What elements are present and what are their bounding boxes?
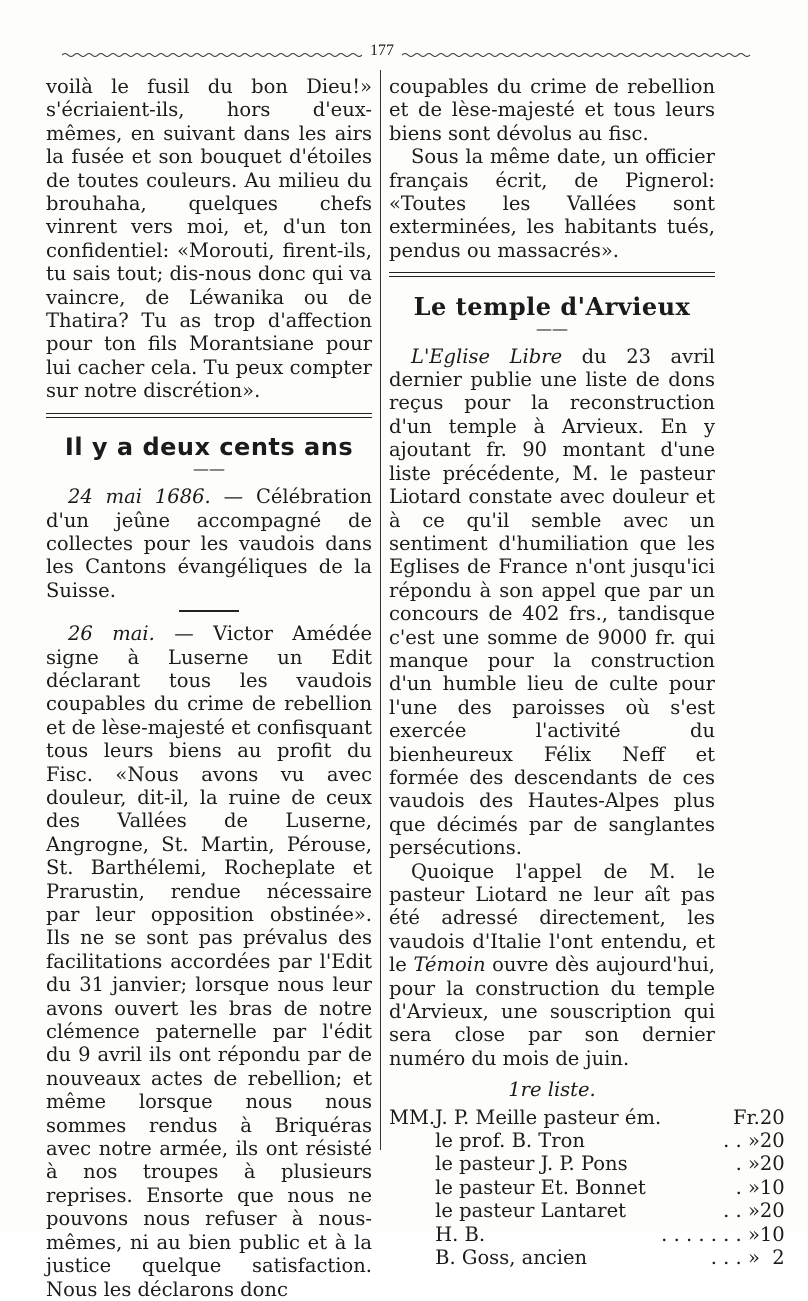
donation-row [389, 1152, 785, 1175]
donation-prefix [389, 1152, 435, 1175]
donation-prefix [389, 1223, 435, 1246]
donation-leader: . » [735, 1152, 760, 1176]
title-dash: —— [193, 459, 225, 479]
donation-leader: Fr. [732, 1105, 760, 1129]
donation-row [389, 1129, 785, 1152]
column-divider [380, 70, 381, 1150]
header-ornament-right [402, 52, 752, 58]
page-header [62, 42, 752, 62]
donor-name: H. B. [435, 1222, 486, 1246]
title-dash: —— [536, 318, 568, 338]
temple-paragraph-2 [389, 860, 715, 1071]
entry-date: 26 mai. [68, 622, 155, 646]
short-rule [179, 610, 239, 612]
paragraph-text: Quoique l'appel de M. le pasteur Liotard ne leur aît pas été adressé directement, les vaudois d'Italie l'ont entendu, et le [389, 859, 715, 977]
donation-amount: 20 [759, 1152, 785, 1176]
donation-leader: . » [735, 1175, 760, 1199]
donation-amount: 20 [759, 1105, 785, 1129]
list-title: 1re liste. [508, 1078, 596, 1102]
entry-date: 24 mai 1686. [68, 485, 211, 509]
section-title-deux-cents-ans: Il y a deux cents ans [64, 432, 354, 461]
donation-leader: . . . . . . . » [661, 1222, 760, 1246]
donation-row [389, 1246, 785, 1269]
left-column [46, 75, 372, 1301]
entry-text: — Victor Amédée signe à Luserne un Edit déclarant tous les vaudois coupables du crime de rebellion et de lèse-majesté et confisquant tous leurs biens au profit du Fisc. «Nous avons vu avec douleur, dit-il, la ruine de ceux des Vallées de Luserne, Angrogne, St. Martin, Pérouse, St. Barthélemi, Rocheplate et Prarustin, rendue nécessaire par leur opposition obstinée». Ils ne se sont pas prévalus des facilitations accordées par l'Edit du 31 janvier; lorsque nous leur avons ouvert les bras de notre clémence paternelle par l'édit du 9 avril ils ont répondu par de nouveaux actes de rebellion; et même lorsque nous nous sommes rendus à Briquéras avec notre armée, ils ont résisté à nos troupes à plusieurs reprises. Ensorte que nous ne pouvons nous refuser à nous-mêmes, ni au bien public et à la justice quelque satisfaction. Nous les déclarons donc [46, 622, 372, 1301]
intro-paragraph: voilà le fusil du bon Dieu!» s'écriaient-ils, hors d'eux-mêmes, en suivant dans les airs la fusée et son bouquet d'étoiles de toutes couleurs. Au milieu du brouhaha, quelques chefs vinrent vers moi, et, d'un ton confidentiel: «Morouti, firent-ils, tu sais tout; dis-nous donc qui va vaincre, de Léwanika ou de Thatira? Tu as trop d'affection pour ton fils Morantsiane pour lui cacher cela. Tu peux compter sur notre discrétion». [46, 75, 372, 403]
entry-text: — Célébration d'un jeûne accompagné de collectes pour les vaudois dans les Cantons évangéliques de la Suisse. [46, 485, 373, 602]
right-column [389, 75, 785, 1270]
donor-name: le pasteur Lantaret [435, 1199, 626, 1223]
paragraph-text: ouvre dès aujourd'hui, pour la construction du temple d'Arvieux, une souscription qui sera close par son dernier numéro du mois de juin. [389, 953, 715, 1070]
donation-leader: . . » [723, 1199, 760, 1223]
donation-prefix [389, 1199, 435, 1222]
entry-26-mai [46, 622, 372, 1301]
donation-amount: 2 [772, 1246, 785, 1270]
donor-name: le pasteur J. P. Pons [435, 1152, 628, 1176]
donation-prefix [389, 1176, 435, 1199]
donation-leader: . . . » [710, 1246, 760, 1270]
donation-leader: . . » [723, 1129, 760, 1153]
pignerol-paragraph: Sous la même date, un officier français écrit, de Pignerol: «Toutes les Vallées sont exterminées, les habitants tués, pendus ou massacrés». [389, 145, 715, 262]
donation-prefix: MM. [389, 1105, 436, 1129]
paragraph-text: du 23 avril dernier publie une liste de dons reçus pour la reconstruction d'un temple à Arvieux. En y ajoutant fr. 90 montant d'une liste précédente, M. le pasteur Liotard constate avec douleur et à ce qu'il semble avec un sentiment d'humiliation que les Eglises de France n'ont jusqu'ici répondu à son appel que par un concours de 402 frs., tandisque c'est une somme de 9000 fr. qui manque pour la construction d'un humble lieu de culte pour l'une des paroisses où s'est exercée l'activité du bienheureux Félix Neff et formée des descendants de ces vaudois des Hautes-Alpes plus que décimés par de sanglantes persécutions. [389, 344, 715, 860]
publication-title: Témoin [413, 953, 486, 977]
donor-name: B. Goss, ancien [435, 1246, 588, 1270]
entry-24-mai [46, 485, 372, 602]
page-number: 177 [370, 42, 394, 59]
donation-prefix [389, 1129, 435, 1152]
section-title-temple-arvieux: Le temple d'Arvieux [413, 292, 691, 322]
donation-amount: 20 [759, 1199, 785, 1223]
donation-amount: 20 [759, 1129, 785, 1153]
double-rule [46, 413, 372, 418]
donation-row [389, 1199, 785, 1222]
donor-name: le prof. B. Tron [435, 1129, 585, 1153]
donor-name: J. P. Meille pasteur ém. [435, 1105, 662, 1129]
temple-paragraph-1 [389, 345, 715, 860]
donation-list [389, 1106, 785, 1270]
header-ornament-left [62, 52, 362, 58]
donation-row [389, 1106, 785, 1129]
double-rule [389, 272, 715, 277]
publication-title: L'Eglise Libre [411, 344, 563, 368]
donation-row [389, 1223, 785, 1246]
donor-name: le pasteur Et. Bonnet [435, 1175, 646, 1199]
donation-amount: 10 [759, 1175, 785, 1199]
donation-row [389, 1176, 785, 1199]
donation-prefix [389, 1246, 435, 1269]
continued-paragraph: coupables du crime de rebellion et de lèse-majesté et tous leurs biens sont dévolus au fisc. [389, 75, 715, 145]
donation-amount: 10 [759, 1222, 785, 1246]
